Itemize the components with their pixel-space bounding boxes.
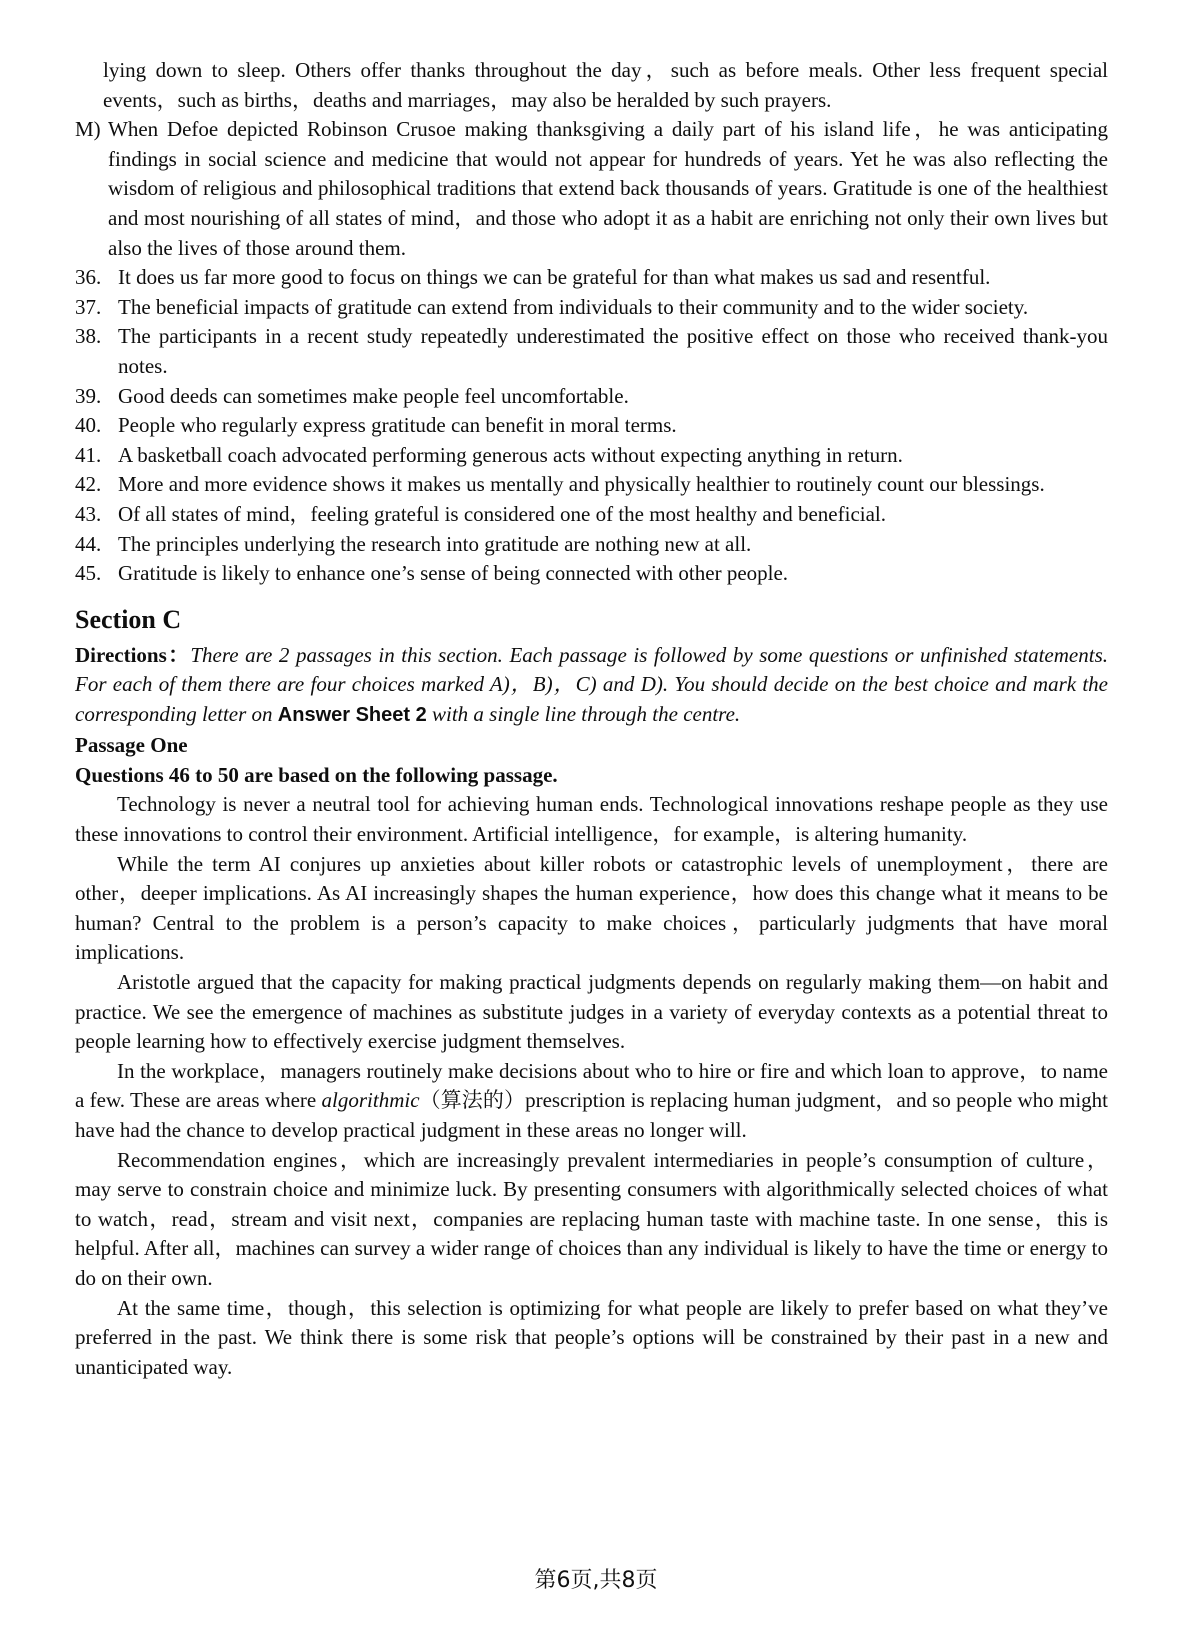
statement-text: Of all states of mind，feeling grateful is considered one of the most healthy and beneficial. bbox=[118, 501, 887, 526]
passage-paragraph-6: At the same time，though，this selection is optimizing for what people are likely to prefer based on what they’ve preferred in the past. We think there is some risk that people’s options will be constrained by their past in a new and unanticipated way. bbox=[75, 1295, 1108, 1379]
statement-text: The principles underlying the research into gratitude are nothing new at all. bbox=[118, 531, 752, 556]
passage-paragraph-4-post: （算法的）prescription is replacing human judgment，and so people who might have had the chance to develop practical judgment in these areas no longer will. bbox=[75, 1088, 1108, 1142]
directions-text-part2: with a single line through the centre. bbox=[426, 701, 741, 726]
statement-number: 40. bbox=[75, 413, 102, 438]
matching-item-m bbox=[75, 115, 1108, 263]
passage-paragraph-4-pre: In the workplace，managers routinely make decisions about who to hire or fire and which loan to approve，to name a few. These are areas where bbox=[75, 1058, 1108, 1113]
passage-paragraph-1: Technology is never a neutral tool for achieving human ends. Technological innovations reshape people as they use these innovations to control their environment. Artificial intelligence，for example，is altering humanity. bbox=[75, 792, 1108, 847]
statement-text: The beneficial impacts of gratitude can extend from individuals to their community and to the wider society. bbox=[118, 294, 1029, 319]
statement-item bbox=[75, 293, 1108, 323]
statement-item bbox=[75, 411, 1108, 441]
statement-item bbox=[75, 441, 1108, 471]
statement-text: More and more evidence shows it makes us mentally and physically healthier to routinely count our blessings. bbox=[118, 472, 1045, 497]
passage-one-label: Passage One bbox=[75, 733, 188, 758]
statement-number: 41. bbox=[75, 442, 102, 467]
statement-number: 36. bbox=[75, 265, 102, 290]
statement-text: The participants in a recent study repeatedly underestimated the positive effect on those who received thank-you notes. bbox=[118, 324, 1108, 378]
statement-item bbox=[75, 559, 1108, 589]
statement-number: 38. bbox=[75, 324, 102, 349]
statement-text: Gratitude is likely to enhance one’s sense of being connected with other people. bbox=[118, 561, 789, 586]
statement-item bbox=[75, 322, 1108, 381]
statement-text: A basketball coach advocated performing generous acts without expecting anything in return. bbox=[118, 442, 903, 467]
statement-item bbox=[75, 500, 1108, 530]
exam-page-content bbox=[75, 56, 1108, 1382]
statement-number: 44. bbox=[75, 531, 102, 556]
section-c-heading: Section C bbox=[75, 604, 182, 634]
statement-number: 39. bbox=[75, 383, 102, 408]
answer-sheet-reference: Answer Sheet 2 bbox=[277, 703, 427, 726]
passage-paragraph-4 bbox=[75, 1057, 1108, 1146]
passage-paragraph-3: Aristotle argued that the capacity for making practical judgments depends on regularly making them—on habit and practice. We see the emergence of machines as substitute judges in a variety of everyday contexts as a potential threat to people learning how to effectively exercise judgment themselves. bbox=[75, 970, 1108, 1054]
passage-paragraph-5: Recommendation engines，which are increasingly prevalent intermediaries in people’s consumption of culture，may serve to constrain choice and minimize luck. By presenting consumers with algorithmically selected choices of what to watch，read，stream and visit next，companies are replacing human taste with machine taste. In one sense，this is helpful. After all，machines can survey a wider range of choices than any individual is likely to have the time or energy to do on their own. bbox=[75, 1147, 1108, 1290]
statement-number: 42. bbox=[75, 472, 102, 497]
directions bbox=[75, 641, 1108, 731]
statement-item bbox=[75, 530, 1108, 560]
statement-text: It does us far more good to focus on things we can be grateful for than what makes us sad and resentful. bbox=[118, 265, 991, 290]
item-m-marker: M) bbox=[75, 117, 101, 142]
passage-paragraph-2: While the term AI conjures up anxieties about killer robots or catastrophic levels of unemployment，there are other，deeper implications. As AI increasingly shapes the human experience，how does this change what it means to be human? Central to the problem is a person’s capacity to make choices，particularly judgments that have moral implications. bbox=[75, 851, 1108, 965]
statement-item bbox=[75, 263, 1108, 293]
item-m-text: When Defoe depicted Robinson Crusoe making thanksgiving a daily part of his island life，he was anticipating findings in social science and medicine that would not appear for hundreds of years. Yet he was also reflecting the wisdom of religious and philosophical traditions that extend back thousands of years. Gratitude is one of the healthiest and most nourishing of all states of mind，and those who adopt it as a habit are enriching not only their own lives but also the lives of those around them. bbox=[108, 117, 1108, 260]
statement-text: People who regularly express gratitude can benefit in moral terms. bbox=[118, 413, 677, 438]
statements-list bbox=[75, 263, 1108, 589]
matching-intro-tail: lying down to sleep. Others offer thanks throughout the day，such as before meals. Other less frequent special events，such as births，deaths and marriages，may also be heralded by such prayers. bbox=[103, 58, 1108, 112]
statement-number: 45. bbox=[75, 561, 102, 586]
passage-paragraph-4-italic-term: algorithmic bbox=[321, 1088, 420, 1113]
statement-number: 37. bbox=[75, 294, 102, 319]
statement-item bbox=[75, 382, 1108, 412]
directions-label: Directions： bbox=[75, 642, 191, 667]
statement-item bbox=[75, 470, 1108, 500]
statement-number: 43. bbox=[75, 501, 102, 526]
passage-one-body bbox=[75, 790, 1108, 1382]
page-number-footer: 第6页,共8页 bbox=[534, 1568, 658, 1593]
questions-range-note: Questions 46 to 50 are based on the following passage. bbox=[75, 763, 558, 788]
directions-text-part1: There are 2 passages in this section. Each passage is followed by some questions or unfinished statements. For each of them there are four choices marked A)，B)，C) and D). You should decide on the best choice and mark the corresponding letter on bbox=[75, 642, 1108, 726]
statement-text: Good deeds can sometimes make people feel uncomfortable. bbox=[118, 383, 629, 408]
